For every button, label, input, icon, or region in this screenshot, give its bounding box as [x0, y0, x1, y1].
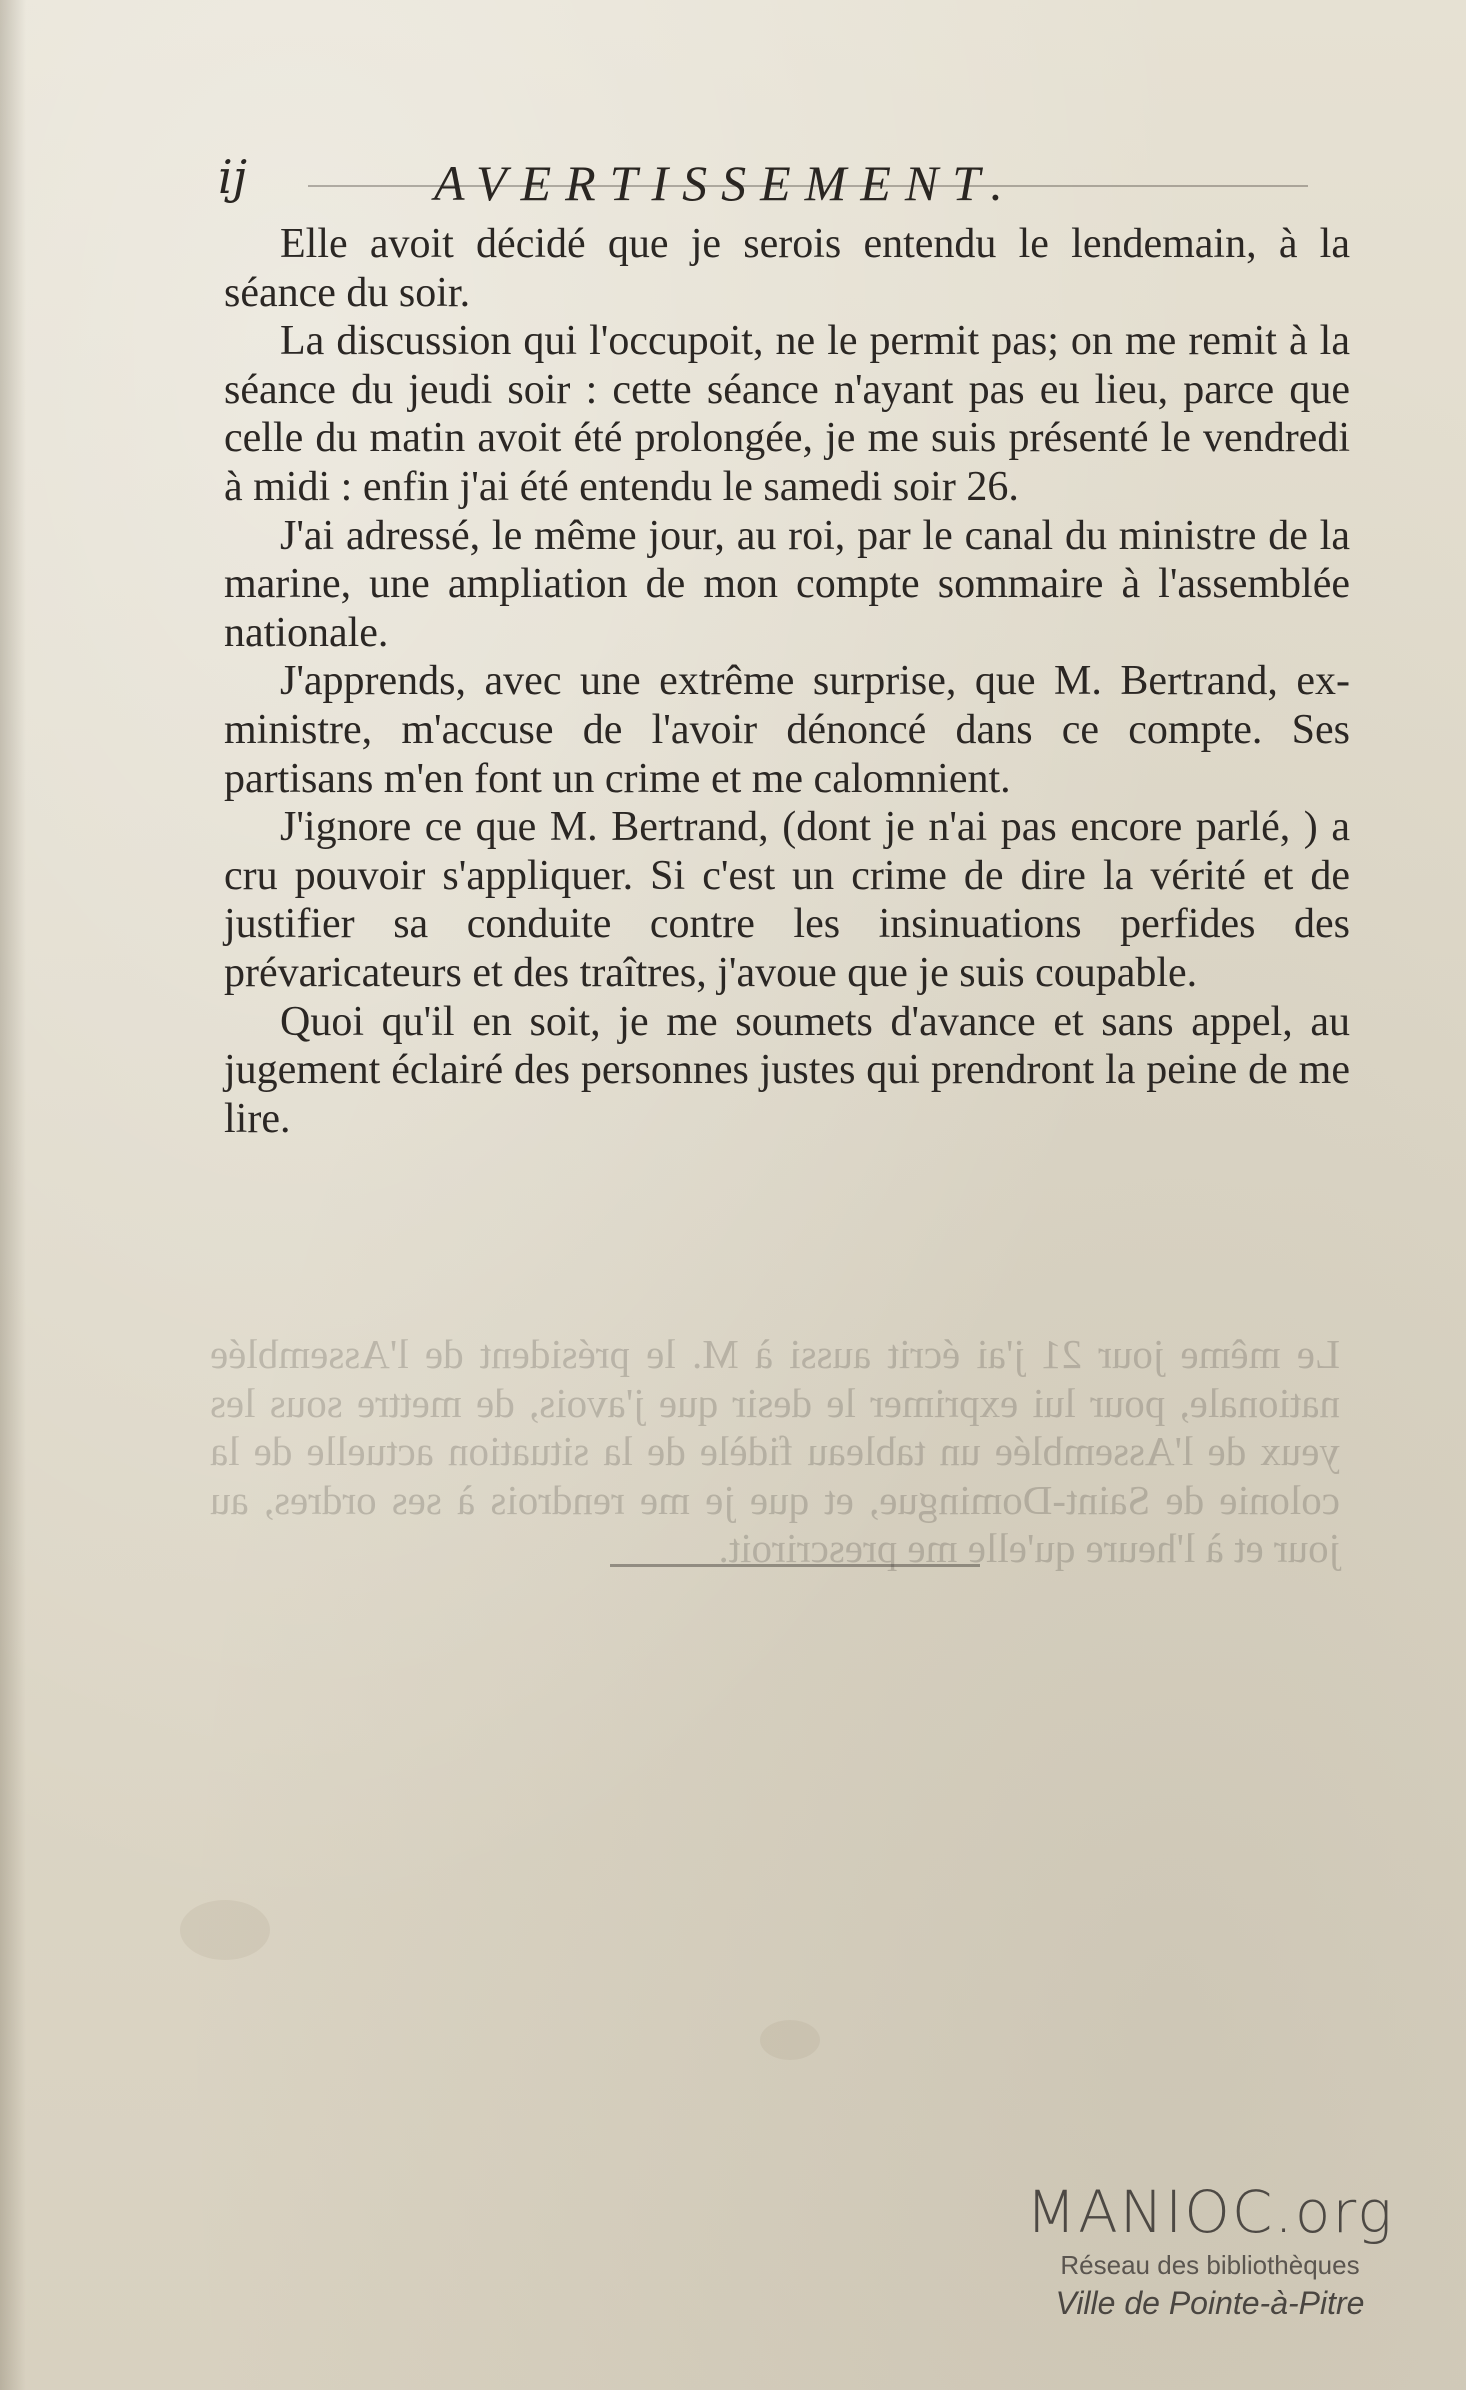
logo-brand-name: MANIOC [1026, 2178, 1275, 2246]
logo-brand [980, 2180, 1440, 2244]
paper-stain [180, 1900, 270, 1960]
bleed-through-text: Le même jour 21 j'ai écrit aussi à M. le président de l'Assemblée nationale, pour lui exprimer le desir que j'avois, de mettre sous les yeux de l'Assemblée un tableau fidèle de la situation actuelle de la colonie de Saint-Domingue, et que je me rendrois à ses ordres, au jour et à l'heure qu'elle me prescriroit. [210, 1331, 1340, 1572]
logo-city: Ville de Pointe-à-Pitre [1055, 2285, 1365, 2321]
paper-stain [760, 2020, 820, 2060]
running-header [218, 150, 1338, 210]
paragraph: Elle avoit décidé que je serois entendu le lendemain, à la séance du soir. [224, 221, 1350, 316]
logo-brand-suffix: .org [1274, 2178, 1394, 2246]
paragraph: J'ai adressé, le même jour, au roi, par le canal du ministre de la marine, une ampliation de mon compte sommaire à l'assemblée nationale. [224, 512, 1350, 656]
logo-network: Réseau des bibliothèques [1060, 2250, 1360, 2280]
page-number: ij [218, 150, 247, 204]
running-title: AVERTISSEMENT. [434, 155, 1017, 211]
paragraph: Quoi qu'il en soit, je me soumets d'avance et sans appel, au jugement éclairé des personnes justes qui prendront la peine de me lire. [224, 998, 1350, 1142]
paragraph: J'apprends, avec une extrême surprise, que M. Bertrand, ex-ministre, m'accuse de l'avoir dénoncé dans ce compte. Ses partisans m'en font un crime et me calomnient. [224, 658, 1350, 802]
paragraph: La discussion qui l'occupoit, ne le permit pas; on me remit à la séance du jeudi soir : cette séance n'ayant pas eu lieu, parce que celle du matin avoit été prolongée, je me suis présenté le vendredi à midi : enfin j'ai été entendu le samedi soir 26. [224, 318, 1350, 510]
page-edge-shadow [0, 0, 26, 2390]
body-text [224, 220, 1350, 1143]
paragraph: J'ignore ce que M. Bertrand, (dont je n'ai pas encore parlé, ) a cru pouvoir s'appliquer. Si c'est un crime de dire la vérité et de justifier sa conduite contre les insinuations perfides des prévaricateurs et des traîtres, j'avoue que je suis coupable. [224, 804, 1350, 996]
manioc-logo [980, 2180, 1440, 2330]
